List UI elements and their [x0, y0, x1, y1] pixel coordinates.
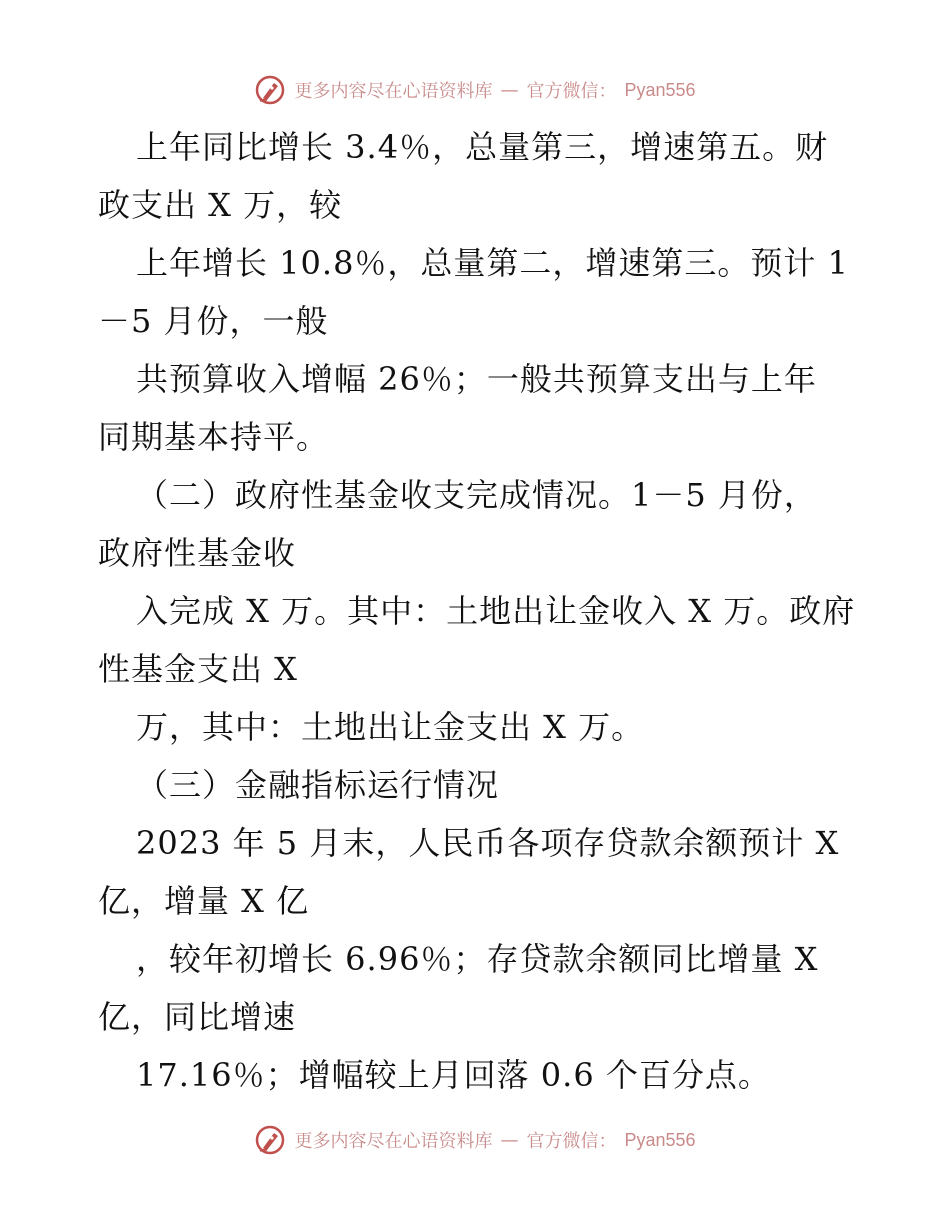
text-line: 上年同比增长 3.4％，总量第三，增速第五。财 [136, 128, 829, 166]
text-line: 17.16％；增幅较上月回落 0.6 个百分点。 [136, 1056, 771, 1094]
section-heading: （三）金融指标运行情况 [136, 766, 500, 804]
watermark-separator: — [500, 1129, 519, 1151]
text-line: 政支出 X 万，较 [98, 186, 343, 224]
watermark-footer [0, 1120, 950, 1160]
document-body [98, 118, 858, 1104]
watermark-account: Pyan556 [624, 79, 696, 100]
text-line: 万，其中：土地出让金支出 X 万。 [136, 708, 645, 746]
watermark-account-label: 官方微信： [526, 1131, 617, 1152]
text-line: 政府性基金收 [98, 534, 297, 572]
text-line: 共预算收入增幅 26％；一般共预算支出与上年 [136, 360, 817, 398]
watermark-separator: — [500, 79, 519, 101]
watermark-header [0, 70, 950, 110]
text-line: 亿，增量 X 亿 [98, 882, 310, 920]
watermark-account-label: 官方微信： [526, 81, 617, 102]
watermark-text: 更多内容尽在心语资料库 [294, 1131, 493, 1152]
text-line: 性基金支出 X [98, 650, 298, 688]
text-line: －5 月份，一般 [98, 302, 329, 340]
text-line: 同期基本持平。 [98, 418, 330, 456]
pen-nib-logo-icon [254, 74, 286, 106]
text-line: ，较年初增长 6.96％；存贷款余额同比增量 X [136, 940, 819, 978]
text-line: 2023 年 5 月末，人民币各项存贷款余额预计 X [136, 824, 840, 862]
pen-nib-logo-icon [254, 1124, 286, 1156]
text-line: 入完成 X 万。其中：土地出让金收入 X 万。政府 [136, 592, 856, 630]
watermark-text: 更多内容尽在心语资料库 [294, 81, 493, 102]
text-line: 亿，同比增速 [98, 998, 297, 1036]
watermark-account: Pyan556 [624, 1129, 696, 1150]
text-line: 上年增长 10.8％，总量第二，增速第三。预计 1 [136, 244, 849, 282]
section-heading-line: （二）政府性基金收支完成情况。1－5 月份， [136, 476, 817, 514]
